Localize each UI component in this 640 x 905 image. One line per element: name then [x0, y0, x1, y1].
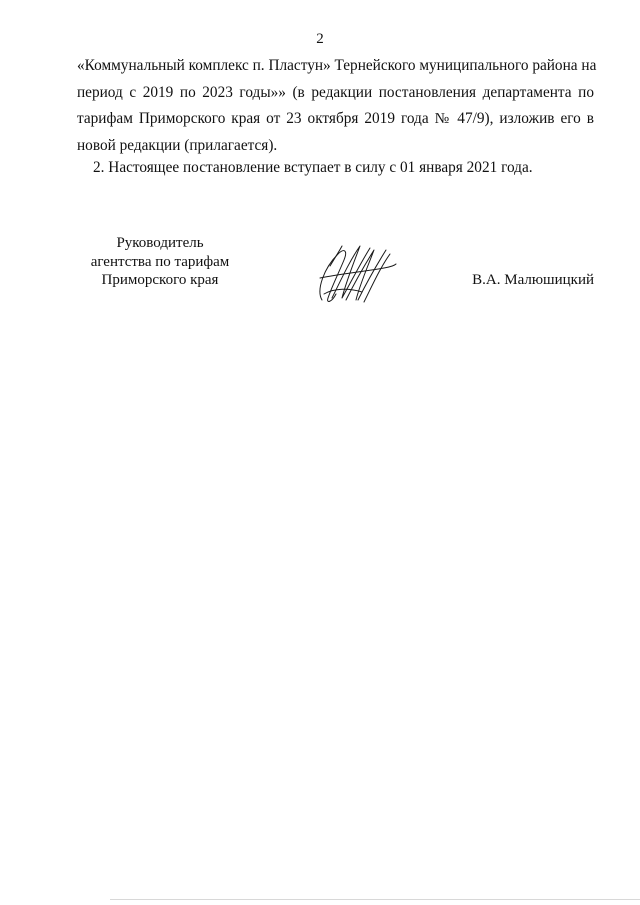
paragraph-1-line: новой редакции (прилагается). — [77, 136, 278, 154]
paragraph-1-line: тарифам Приморского края от 23 октября 2019 года № 47/9), изложив его в — [77, 110, 594, 127]
signer-position-line: Приморского края — [101, 272, 219, 288]
signer-position-line: Руководитель — [116, 235, 204, 251]
signer-position — [60, 234, 260, 290]
paragraph-1-line: период с 2019 по 2023 годы»» (в редакции постановления департамента по — [77, 83, 594, 101]
signer-name: В.А. Малюшицкий — [472, 272, 594, 288]
paragraph-1-line: «Коммунальный комплекс п. Пластун» Тернейского муниципального района на — [77, 57, 597, 74]
page-bottom-divider — [110, 899, 640, 900]
paragraph-1 — [77, 53, 597, 159]
handwritten-signature — [310, 238, 400, 308]
signer-position-line: агентства по тарифам — [90, 253, 230, 270]
paragraph-2: 2. Настоящее постановление вступает в силу с 01 января 2021 года. — [93, 159, 533, 176]
page-number: 2 — [316, 31, 324, 47]
